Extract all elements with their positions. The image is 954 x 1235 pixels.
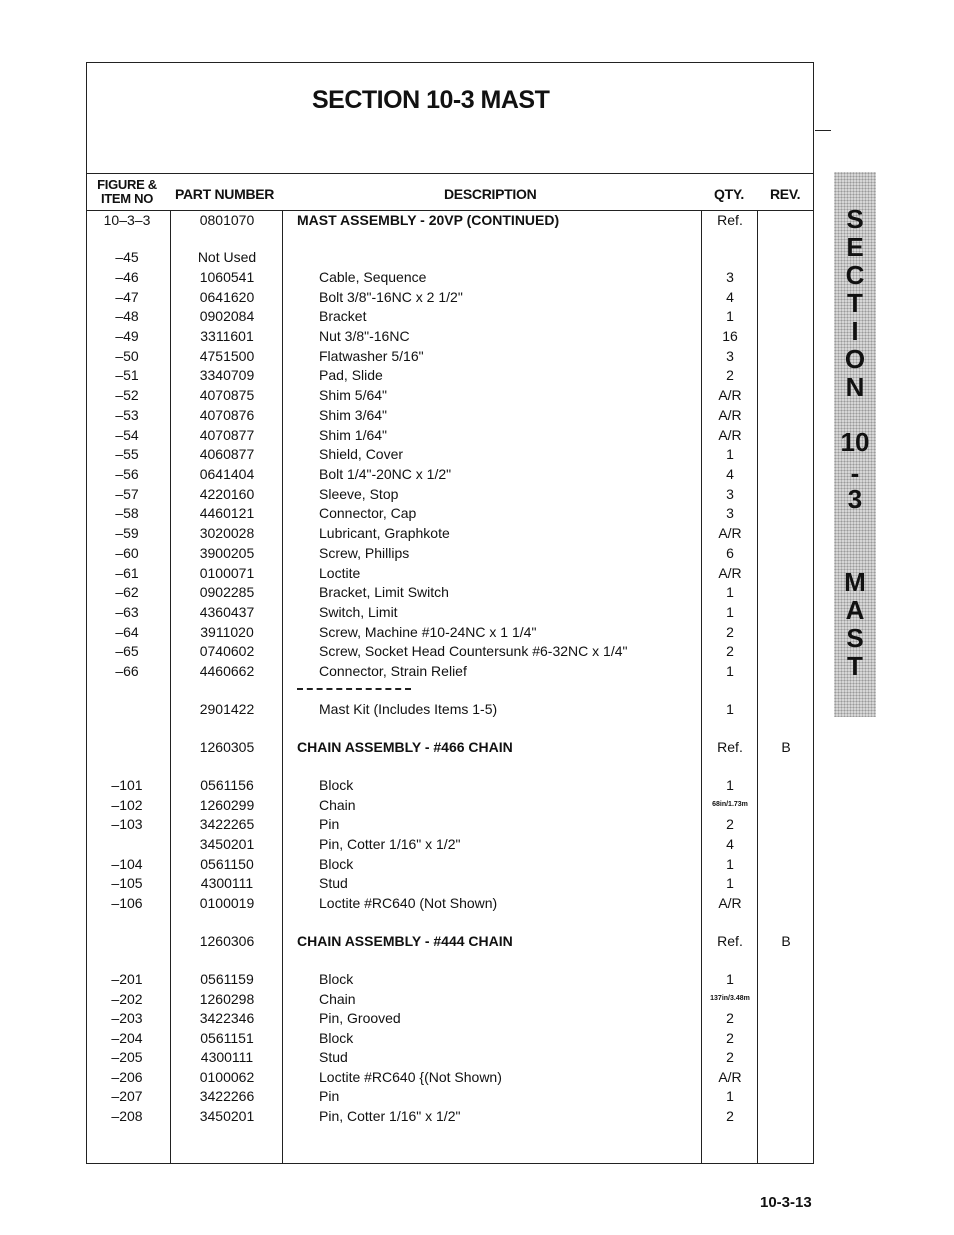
description: Bolt 3/8"-16NC x 2 1/2" xyxy=(319,289,463,305)
part-number: 3450201 xyxy=(199,836,255,852)
quantity: 2 xyxy=(726,816,734,832)
table-row xyxy=(0,565,954,585)
part-number: 0100019 xyxy=(199,895,255,911)
part-number: 0100071 xyxy=(199,565,255,581)
side-tab-letter: M xyxy=(844,567,866,597)
quantity: A/R xyxy=(718,407,742,423)
item-number: –207 xyxy=(111,1088,143,1104)
item-number: –202 xyxy=(111,991,143,1007)
quantity: 68in/1.73m xyxy=(712,801,748,808)
quantity: 2 xyxy=(726,367,734,383)
table-row xyxy=(0,836,954,856)
item-number: –63 xyxy=(115,604,139,620)
revision: B xyxy=(781,739,791,755)
quantity: 2 xyxy=(726,643,734,659)
description: Pin, Cotter 1/16" x 1/2" xyxy=(319,836,461,852)
table-row xyxy=(0,701,954,721)
part-number: Not Used xyxy=(197,249,257,265)
part-number: 4300111 xyxy=(200,1049,254,1065)
table-row xyxy=(0,1069,954,1089)
description: Screw, Socket Head Countersunk #6-32NC x 1/4" xyxy=(319,643,628,659)
quantity: A/R xyxy=(718,565,742,581)
item-number: –55 xyxy=(115,446,139,462)
part-number: 0801070 xyxy=(199,212,255,228)
part-number: 1260306 xyxy=(199,933,255,949)
part-number: 0740602 xyxy=(199,643,255,659)
description: Flatwasher 5/16" xyxy=(319,348,424,364)
header-rev: REV. xyxy=(770,186,801,202)
table-row xyxy=(0,816,954,836)
side-tab-letter: A xyxy=(845,595,865,625)
item-number: –60 xyxy=(115,545,139,561)
item-number: –64 xyxy=(115,624,139,640)
quantity: 2 xyxy=(726,1030,734,1046)
item-number: –65 xyxy=(115,643,139,659)
item-number: –201 xyxy=(111,971,143,987)
side-tab-letter: N xyxy=(845,372,865,402)
description: Nut 3/8"-16NC xyxy=(319,328,410,344)
description: Pin xyxy=(319,816,340,832)
table-row xyxy=(0,348,954,368)
quantity: 1 xyxy=(726,875,734,891)
description: Shim 3/64" xyxy=(319,407,388,423)
table-row xyxy=(0,1088,954,1108)
description: Pin xyxy=(319,1088,340,1104)
table-row xyxy=(0,933,954,953)
part-number: 0561156 xyxy=(200,777,254,793)
item-number: –49 xyxy=(115,328,139,344)
table-row xyxy=(0,212,954,232)
side-tab-letter: T xyxy=(847,288,863,318)
item-number: –53 xyxy=(115,407,139,423)
quantity: 6 xyxy=(726,545,734,561)
part-number: 4751500 xyxy=(199,348,255,364)
table-row xyxy=(0,643,954,663)
quantity: A/R xyxy=(718,525,742,541)
quantity: 137in/3.48m xyxy=(710,995,750,1002)
item-number: –105 xyxy=(111,875,143,891)
quantity: 1 xyxy=(726,663,734,679)
description: Stud xyxy=(319,1049,348,1065)
part-number: 0641404 xyxy=(199,466,255,482)
part-number: 0100062 xyxy=(199,1069,255,1085)
description: Block xyxy=(319,856,354,872)
table-row xyxy=(0,387,954,407)
description: Screw, Phillips xyxy=(319,545,410,561)
table-row xyxy=(0,249,954,269)
item-number: –45 xyxy=(115,249,139,265)
part-number: 0902084 xyxy=(199,308,255,324)
table-row xyxy=(0,446,954,466)
item-number: –204 xyxy=(111,1030,143,1046)
item-number: –203 xyxy=(111,1010,143,1026)
description: Bracket, Limit Switch xyxy=(319,584,449,600)
description: Lubricant, Graphkote xyxy=(319,525,450,541)
table-row xyxy=(0,1010,954,1030)
quantity: A/R xyxy=(718,1069,742,1085)
part-number: 1260305 xyxy=(199,739,255,755)
margin-tick xyxy=(815,130,831,131)
side-tab-letter: E xyxy=(846,232,864,262)
part-number: 0902285 xyxy=(199,584,255,600)
part-number: 4060877 xyxy=(199,446,255,462)
description: Stud xyxy=(319,875,348,891)
table-row xyxy=(0,584,954,604)
part-number: 3422265 xyxy=(199,816,255,832)
quantity: 2 xyxy=(726,624,734,640)
quantity: A/R xyxy=(718,387,742,403)
quantity: 4 xyxy=(726,466,734,482)
item-number: –104 xyxy=(111,856,143,872)
item-number: –206 xyxy=(111,1069,143,1085)
item-number: –59 xyxy=(115,525,139,541)
description: Screw, Machine #10-24NC x 1 1/4" xyxy=(319,624,537,640)
item-number: –50 xyxy=(115,348,139,364)
part-number: 4300111 xyxy=(200,875,254,891)
quantity: Ref. xyxy=(717,739,743,755)
part-number: 0641620 xyxy=(199,289,255,305)
side-tab-letter: 10 xyxy=(840,427,870,457)
part-number: 1060541 xyxy=(199,269,255,285)
table-row xyxy=(0,427,954,447)
quantity: 1 xyxy=(726,1088,734,1104)
description: Loctite xyxy=(319,565,361,581)
part-number: 4070876 xyxy=(199,407,255,423)
part-number: 4220160 xyxy=(199,486,255,502)
table-row xyxy=(0,663,954,683)
item-number: –106 xyxy=(111,895,143,911)
part-number: 1260299 xyxy=(199,797,255,813)
quantity: 1 xyxy=(726,701,734,717)
description: Cable, Sequence xyxy=(319,269,427,285)
side-tab-letter: S xyxy=(846,204,864,234)
description: Bolt 1/4"-20NC x 1/2" xyxy=(319,466,452,482)
table-row xyxy=(0,289,954,309)
description: Loctite #RC640 {(Not Shown) xyxy=(319,1069,502,1085)
side-tab-letter: 3 xyxy=(847,484,863,514)
description: Shield, Cover xyxy=(319,446,404,462)
side-tab-letter: - xyxy=(850,458,860,488)
description: Connector, Strain Relief xyxy=(319,663,467,679)
description: MAST ASSEMBLY - 20VP (CONTINUED) xyxy=(297,212,560,228)
description: Pin, Cotter 1/16" x 1/2" xyxy=(319,1108,461,1124)
item-number: –61 xyxy=(115,565,139,581)
item-number: –51 xyxy=(115,367,139,383)
item-number: –208 xyxy=(111,1108,143,1124)
side-tab-letter: T xyxy=(847,651,863,681)
part-number: 4070877 xyxy=(199,427,255,443)
item-number: –56 xyxy=(115,466,139,482)
quantity: 1 xyxy=(726,971,734,987)
page-number: 10-3-13 xyxy=(760,1194,812,1211)
header-qty: QTY. xyxy=(714,186,744,202)
description: Block xyxy=(319,971,354,987)
table-row xyxy=(0,466,954,486)
table-row xyxy=(0,545,954,565)
table-row xyxy=(0,971,954,991)
table-row xyxy=(0,856,954,876)
part-number: 3020028 xyxy=(199,525,255,541)
header-part-number: PART NUMBER xyxy=(175,186,275,202)
table-row xyxy=(0,505,954,525)
description: Pin, Grooved xyxy=(319,1010,401,1026)
quantity: 3 xyxy=(726,348,734,364)
quantity: A/R xyxy=(718,427,742,443)
table-row xyxy=(0,797,954,817)
part-number: 3422346 xyxy=(199,1010,255,1026)
header-top-rule xyxy=(86,173,814,174)
table-row xyxy=(0,525,954,545)
quantity: 1 xyxy=(726,308,734,324)
table-row xyxy=(0,308,954,328)
quantity: 2 xyxy=(726,1108,734,1124)
table-row xyxy=(0,624,954,644)
part-number: 1260298 xyxy=(199,991,255,1007)
header-figure-item xyxy=(92,178,162,206)
table-row xyxy=(0,875,954,895)
table-row xyxy=(0,777,954,797)
part-number: 3311601 xyxy=(200,328,254,344)
quantity: Ref. xyxy=(717,212,743,228)
description: CHAIN ASSEMBLY - #444 CHAIN xyxy=(297,933,513,949)
item-number: –48 xyxy=(115,308,139,324)
side-tab-letter: O xyxy=(844,344,866,374)
quantity: 2 xyxy=(726,1049,734,1065)
quantity: 1 xyxy=(726,604,734,620)
quantity: 3 xyxy=(726,269,734,285)
table-row xyxy=(0,895,954,915)
part-number: 4460121 xyxy=(199,505,255,521)
header-figure-line2: ITEM NO xyxy=(100,191,154,206)
quantity: 4 xyxy=(726,836,734,852)
revision: B xyxy=(781,933,791,949)
separator-dashes xyxy=(297,688,411,690)
item-number: –52 xyxy=(115,387,139,403)
table-row xyxy=(0,1108,954,1128)
side-tab-letter: I xyxy=(851,316,859,346)
part-number: 0561159 xyxy=(200,971,254,987)
table-row xyxy=(0,739,954,759)
item-number: –47 xyxy=(115,289,139,305)
table-row xyxy=(0,367,954,387)
quantity: 1 xyxy=(726,584,734,600)
description: Mast Kit (Includes Items 1-5) xyxy=(319,701,498,717)
quantity: 16 xyxy=(722,328,738,344)
description: Connector, Cap xyxy=(319,505,417,521)
quantity: 1 xyxy=(726,777,734,793)
description: Sleeve, Stop xyxy=(319,486,399,502)
quantity: 2 xyxy=(726,1010,734,1026)
part-number: 3450201 xyxy=(199,1108,255,1124)
page-title: SECTION 10-3 MAST xyxy=(312,86,550,114)
quantity: 3 xyxy=(726,505,734,521)
description: Chain xyxy=(319,991,356,1007)
quantity: A/R xyxy=(718,895,742,911)
item-number: –101 xyxy=(111,777,143,793)
table-row xyxy=(0,328,954,348)
description: Block xyxy=(319,1030,354,1046)
side-tab-letter: S xyxy=(846,623,864,653)
header-description: DESCRIPTION xyxy=(444,186,537,202)
description: Loctite #RC640 (Not Shown) xyxy=(319,895,498,911)
table-row xyxy=(0,991,954,1011)
table-row xyxy=(0,1030,954,1050)
item-number: –103 xyxy=(111,816,143,832)
item-number: –66 xyxy=(115,663,139,679)
description: Pad, Slide xyxy=(319,367,383,383)
part-number: 0561150 xyxy=(200,856,254,872)
header-bottom-rule xyxy=(86,210,814,211)
item-number: –62 xyxy=(115,584,139,600)
part-number: 4360437 xyxy=(199,604,255,620)
side-tab-letter: C xyxy=(845,260,865,290)
header-figure-line1: FIGURE & xyxy=(97,177,157,192)
description: Switch, Limit xyxy=(319,604,398,620)
item-number: –57 xyxy=(115,486,139,502)
item-number: –102 xyxy=(111,797,143,813)
quantity: 3 xyxy=(726,486,734,502)
description: Chain xyxy=(319,797,356,813)
table-row xyxy=(0,269,954,289)
table-row xyxy=(0,486,954,506)
part-number: 4070875 xyxy=(199,387,255,403)
item-number: 10–3–3 xyxy=(103,212,151,228)
table-row xyxy=(0,604,954,624)
description: Bracket xyxy=(319,308,367,324)
part-number: 2901422 xyxy=(199,701,255,717)
table-row xyxy=(0,1049,954,1069)
part-number: 0561151 xyxy=(200,1030,254,1046)
part-number: 4460662 xyxy=(199,663,255,679)
table-row xyxy=(0,407,954,427)
item-number: –46 xyxy=(115,269,139,285)
description: Shim 1/64" xyxy=(319,427,388,443)
quantity: 4 xyxy=(726,289,734,305)
item-number: –54 xyxy=(115,427,139,443)
item-number: –58 xyxy=(115,505,139,521)
quantity: 1 xyxy=(726,446,734,462)
description: Block xyxy=(319,777,354,793)
part-number: 3911020 xyxy=(200,624,254,640)
description: CHAIN ASSEMBLY - #466 CHAIN xyxy=(297,739,513,755)
part-number: 3422266 xyxy=(199,1088,255,1104)
quantity: Ref. xyxy=(717,933,743,949)
item-number: –205 xyxy=(111,1049,143,1065)
part-number: 3340709 xyxy=(199,367,255,383)
quantity: 1 xyxy=(726,856,734,872)
part-number: 3900205 xyxy=(199,545,255,561)
description: Shim 5/64" xyxy=(319,387,388,403)
